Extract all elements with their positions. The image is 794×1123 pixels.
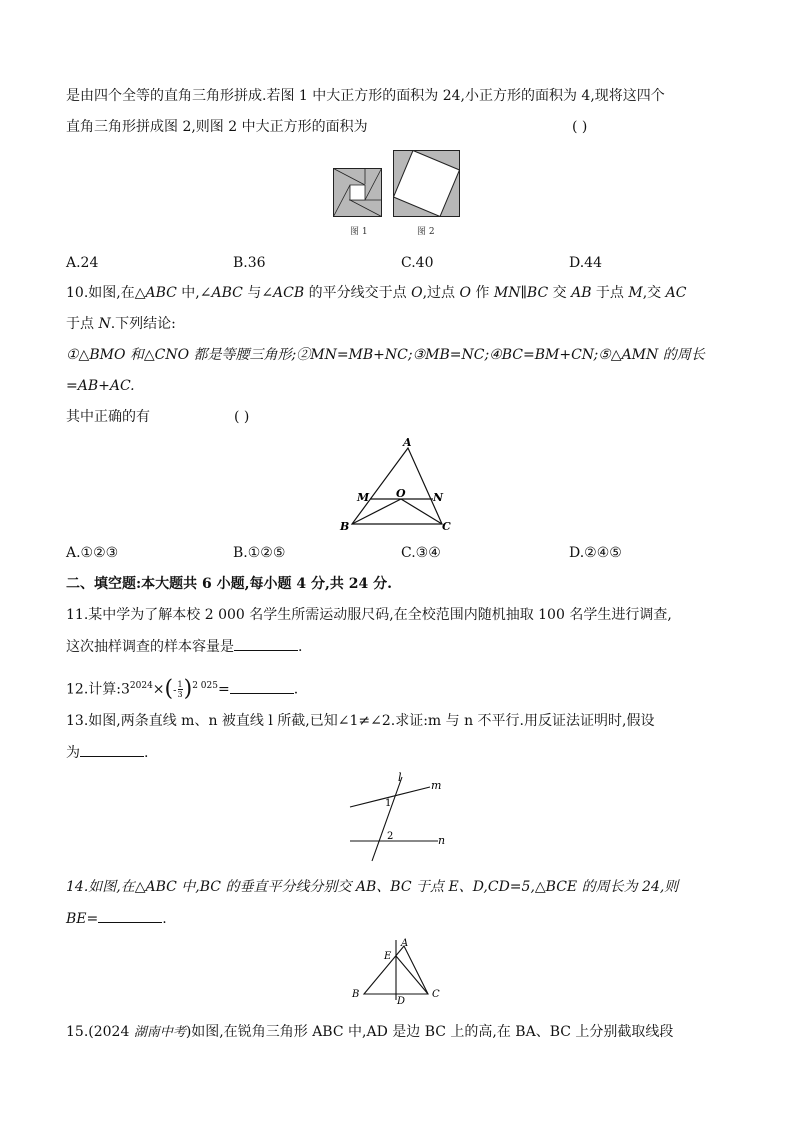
q10-label-b: B	[340, 520, 350, 533]
q9-figure-1-caption: 图 1	[350, 227, 368, 237]
q10-line4: =AB+AC.	[66, 378, 135, 394]
q14-line1: 14.如图,在△ABC 中,BC 的垂直平分线分别交 AB、BC 于点 E、D,CD=5,△BCE 的周长为 24,则	[66, 879, 679, 895]
q10-line2: 于点 N.下列结论:	[66, 316, 176, 332]
q13-label-m: m	[431, 779, 442, 792]
q9-line2: 直角三角形拼成图 2,则图 2 中大正方形的面积为	[66, 119, 368, 135]
q13-line1: 13.如图,两条直线 m、n 被直线 l 所截,已知∠1≠∠2.求证:m 与 n 不平行.用反证法证明时,假设	[66, 713, 655, 729]
q10-option-b: B.①②⑤	[233, 545, 286, 561]
q14-triangle-figure	[348, 934, 448, 1008]
q10-option-c: C.③④	[401, 545, 441, 561]
q9-option-c: C.40	[401, 255, 434, 271]
q10-line1: 10.如图,在△ABC 中,∠ABC 与∠ACB 的平分线交于点 O,过点 O 作 MN∥BC 交 AB 于点 M,交 AC	[66, 285, 687, 301]
q13-label-angle-1: 1	[385, 798, 392, 809]
q10-line3: ①△BMO 和△CNO 都是等腰三角形;②MN=MB+NC;③MB=NC;④BC=BM+CN;⑤△AMN 的周长	[66, 347, 705, 363]
q12-fraction: $\frac{1}{3}$	[177, 680, 183, 700]
q10-label-o: O	[396, 487, 406, 500]
q14-answer-blank	[98, 908, 162, 923]
q11-answer-blank	[234, 636, 298, 651]
q10-option-a: A.①②③	[66, 545, 119, 561]
q9-figure-2-caption: 图 2	[417, 227, 435, 237]
q14-label-d: D	[397, 996, 406, 1007]
q13-lines-figure	[346, 771, 450, 863]
q12-line: 12.计算$:3^{2024}\times(-$ $\frac{1}{3}$ )$^{2 025}$= .	[66, 676, 299, 702]
q14-label-a: A	[401, 938, 409, 949]
q9-option-d: D.44	[569, 255, 602, 271]
q9-figure-2	[393, 150, 460, 217]
q10-label-c: C	[442, 520, 451, 533]
q11-line2: 这次抽样调查的样本容量是 .	[66, 636, 302, 657]
q9-answer-paren: ( )	[572, 119, 588, 135]
section-2-title: 二、填空题:本大题共 6 小题,每小题 4 分,共 24 分.	[66, 576, 392, 592]
q13-line2: 为 .	[66, 742, 148, 763]
q12-answer-blank	[230, 679, 294, 694]
q10-label-m: M	[357, 491, 370, 504]
q10-answer-paren: ( )	[234, 409, 250, 425]
q10-label-a: A	[403, 436, 412, 449]
q13-label-angle-2: 2	[387, 831, 394, 842]
q9-figure-1	[333, 168, 382, 217]
q10-option-d: D.②④⑤	[569, 545, 622, 561]
q9-option-b: B.36	[233, 255, 266, 271]
q11-line1: 11.某中学为了解本校 2 000 名学生所需运动服尺码,在全校范围内随机抽取 100 名学生进行调查,	[66, 607, 672, 623]
q13-label-l: l	[398, 771, 402, 784]
q9-option-a: A.24	[66, 255, 99, 271]
q13-answer-blank	[80, 742, 144, 757]
q14-line2: BE= .	[66, 908, 167, 929]
q14-label-b: B	[352, 989, 360, 1000]
q15-line1: 15.(2024 湖南中考)如图,在锐角三角形 ABC 中,AD 是边 BC 上的高,在 BA、BC 上分别截取线段	[66, 1024, 674, 1040]
q10-label-n: N	[433, 491, 444, 504]
q14-label-e: E	[384, 951, 392, 962]
q10-triangle-figure	[336, 434, 456, 534]
q10-line5: 其中正确的有	[66, 409, 150, 425]
q9-line1: 是由四个全等的直角三角形拼成.若图 1 中大正方形的面积为 24,小正方形的面积为 4,现将这四个	[66, 88, 665, 104]
q14-label-c: C	[432, 989, 440, 1000]
q13-label-n: n	[438, 834, 446, 847]
